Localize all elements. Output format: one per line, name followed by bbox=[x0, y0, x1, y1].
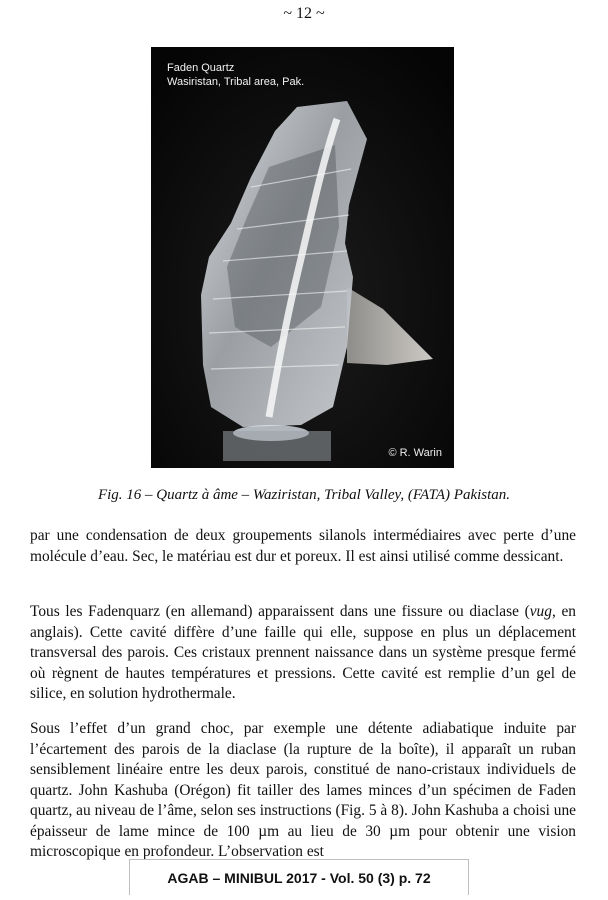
paragraph-2 bbox=[30, 602, 576, 705]
paragraph-2-before: Tous les Fadenquarz (en allemand) apparaissent dans une fissure ou diaclase ( bbox=[30, 603, 530, 620]
photo-copyright: © R. Warin bbox=[388, 447, 442, 459]
figure-label-location: Wasiristan, Tribal area, Pak. bbox=[167, 76, 305, 88]
paragraph-3: Sous l’effet d’un grand choc, par exemple une détente adiabatique induite par l’écartement des parois de la diaclase (la rupture de la boîte), il apparaît un ruban sensiblement linéaire entre les deux parois, constitué de nano-cristaux individuels de quartz. John Kashuba (Orégon) fit tailler des lames minces d’un spécimen de Faden quartz, au niveau de l’âme, selon ses instructions (Fig. 5 à 8). John Kashuba a choisi une épaisseur de lame mince de 100 µm au lieu de 30 µm pour obtenir une vision microscopique en profondeur. L’observation est bbox=[30, 720, 576, 860]
page-number: ~ 12 ~ bbox=[283, 5, 325, 22]
quartz-crystal-illustration bbox=[151, 47, 454, 468]
figure-label-title: Faden Quartz bbox=[167, 62, 235, 74]
quartz-photo bbox=[151, 47, 454, 468]
figure-caption: Fig. 16 – Quartz à âme – Waziristan, Tribal Valley, (FATA) Pakistan. bbox=[97, 487, 511, 503]
figure-label bbox=[167, 61, 304, 89]
paragraph-2-italic: vug bbox=[529, 603, 552, 620]
page-footer: AGAB – MINIBUL 2017 - Vol. 50 (3) p. 72 bbox=[129, 859, 469, 895]
paragraph-2-after: , en anglais). Cette cavité diffère d’une faille qui elle, suppose en plus un déplacement transversal des parois. Ces cristaux prennent naissance dans un système presque fermé où règnent de hautes températures et pressions. Cette cavité est remplie d’un gel de silice, en solution hydrothermale. bbox=[30, 603, 576, 702]
paragraph-1: par une condensation de deux groupements silanols intermédiaires avec perte d’une molécule d’eau. Sec, le matériau est dur et poreux. Il est ainsi utilisé comme dessicant. bbox=[30, 527, 576, 565]
